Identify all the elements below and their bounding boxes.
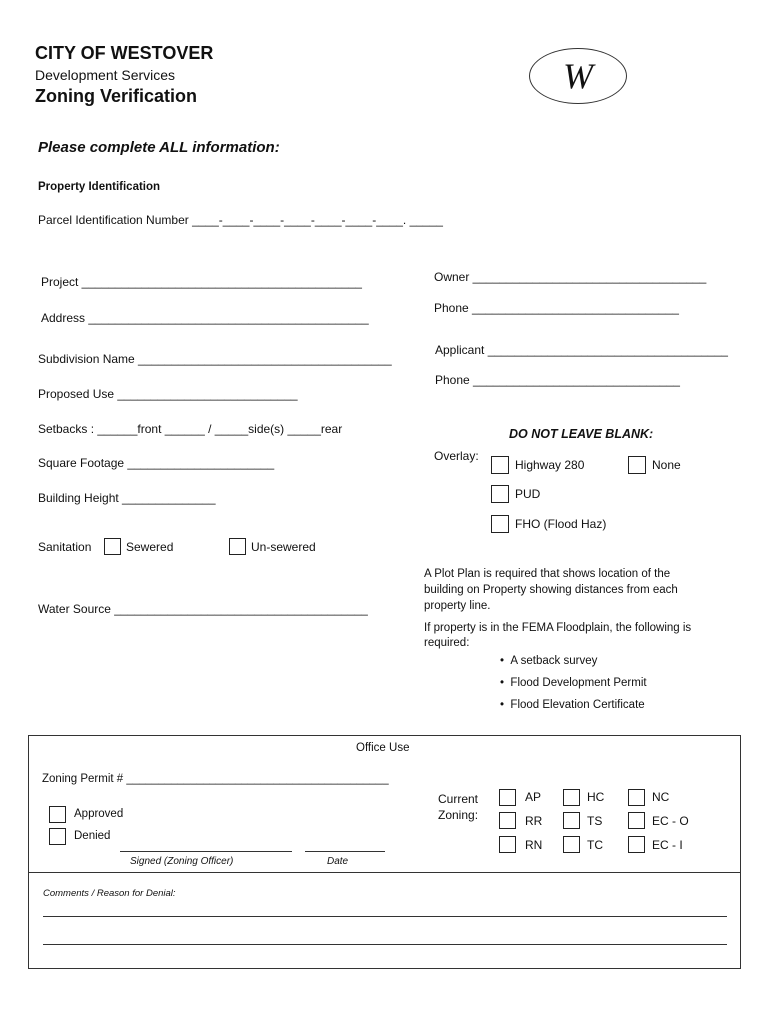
city-title: CITY OF WESTOVER: [35, 43, 214, 63]
zone-label: EC - O: [652, 814, 689, 828]
parcel-id-field[interactable]: Parcel Identification Number ____-____-____-____-____-____-____. _____: [38, 213, 443, 227]
office-use-title: Office Use: [356, 742, 410, 754]
fho-label: FHO (Flood Haz): [515, 517, 607, 531]
highway-280-label: Highway 280: [515, 458, 585, 472]
zone-label: AP: [525, 790, 542, 804]
form-title: Zoning Verification: [35, 86, 198, 106]
section-title: Property Identification: [38, 181, 161, 193]
zoning-permit-field[interactable]: Zoning Permit # _________________________________________: [42, 773, 389, 785]
address-field[interactable]: Address __________________________________________: [41, 311, 369, 325]
sewered-checkbox[interactable]: [104, 538, 121, 555]
bullet-item: • Flood Development Permit: [500, 677, 647, 689]
signed-label: Signed (Zoning Officer): [130, 856, 234, 867]
fema-text-2: required:: [424, 637, 470, 649]
instruction-heading: Please complete ALL information:: [38, 139, 280, 156]
proposed-use-field[interactable]: Proposed Use ___________________________: [38, 387, 298, 401]
logo-letter: W: [563, 56, 593, 96]
project-field[interactable]: Project __________________________________________: [41, 275, 362, 289]
zone-ap-checkbox[interactable]: [499, 789, 516, 806]
owner-field[interactable]: Owner ___________________________________: [434, 270, 707, 284]
zone-eco-checkbox[interactable]: [628, 812, 645, 829]
comments-line-2[interactable]: [43, 944, 727, 945]
bullet-item: • A setback survey: [500, 655, 598, 667]
pud-checkbox[interactable]: [491, 485, 509, 503]
denied-checkbox[interactable]: [49, 828, 66, 845]
signature-line: [120, 851, 292, 852]
zone-nc-checkbox[interactable]: [628, 789, 645, 806]
sanitation-label: Sanitation: [38, 540, 92, 554]
fema-text-1: If property is in the FEMA Floodplain, the following is: [424, 622, 692, 634]
plot-plan-text-1: A Plot Plan is required that shows location of the: [424, 568, 671, 580]
zone-rr-checkbox[interactable]: [499, 812, 516, 829]
zoning-label: Zoning:: [438, 808, 479, 822]
zone-label: EC - I: [652, 838, 683, 852]
current-zoning-label: Current: [438, 792, 479, 806]
comments-label: Comments / Reason for Denial:: [43, 888, 176, 899]
applicant-phone-field[interactable]: Phone _______________________________: [435, 373, 680, 387]
overlay-label: Overlay:: [434, 449, 479, 463]
zone-label: RR: [525, 814, 543, 828]
zone-hc-checkbox[interactable]: [563, 789, 580, 806]
building-height-field[interactable]: Building Height ______________: [38, 491, 216, 505]
zone-label: RN: [525, 838, 543, 852]
none-checkbox[interactable]: [628, 456, 646, 474]
zone-eci-checkbox[interactable]: [628, 836, 645, 853]
zone-label: TS: [587, 814, 603, 828]
unsewered-checkbox[interactable]: [229, 538, 246, 555]
pud-label: PUD: [515, 487, 541, 501]
comments-line-1[interactable]: [43, 916, 727, 917]
office-divider: [28, 872, 741, 873]
plot-plan-text-2: building on Property showing distances from each: [424, 584, 678, 596]
zone-label: TC: [587, 838, 603, 852]
zone-rn-checkbox[interactable]: [499, 836, 516, 853]
square-footage-field[interactable]: Square Footage ______________________: [38, 456, 275, 470]
setbacks-field[interactable]: Setbacks : ______front ______ / _____side(s) _____rear: [38, 422, 343, 436]
date-label: Date: [327, 856, 349, 867]
department-name: Development Services: [35, 67, 176, 83]
do-not-leave-blank: DO NOT LEAVE BLANK:: [509, 427, 654, 441]
owner-phone-field[interactable]: Phone _______________________________: [434, 301, 679, 315]
water-source-field[interactable]: Water Source ______________________________________: [38, 602, 368, 616]
highway-280-checkbox[interactable]: [491, 456, 509, 474]
city-logo: [529, 48, 627, 104]
plot-plan-text-3: property line.: [424, 600, 491, 612]
applicant-field[interactable]: Applicant ____________________________________: [435, 343, 728, 357]
approved-label: Approved: [74, 808, 124, 820]
zone-label: HC: [587, 790, 605, 804]
fho-checkbox[interactable]: [491, 515, 509, 533]
date-line: [305, 851, 385, 852]
subdivision-field[interactable]: Subdivision Name ______________________________________: [38, 352, 392, 366]
none-label: None: [652, 458, 681, 472]
zone-tc-checkbox[interactable]: [563, 836, 580, 853]
sewered-label: Sewered: [126, 540, 174, 554]
denied-label: Denied: [74, 830, 111, 842]
approved-checkbox[interactable]: [49, 806, 66, 823]
zone-ts-checkbox[interactable]: [563, 812, 580, 829]
bullet-item: • Flood Elevation Certificate: [500, 699, 645, 711]
zone-label: NC: [652, 790, 670, 804]
unsewered-label: Un-sewered: [251, 540, 316, 554]
